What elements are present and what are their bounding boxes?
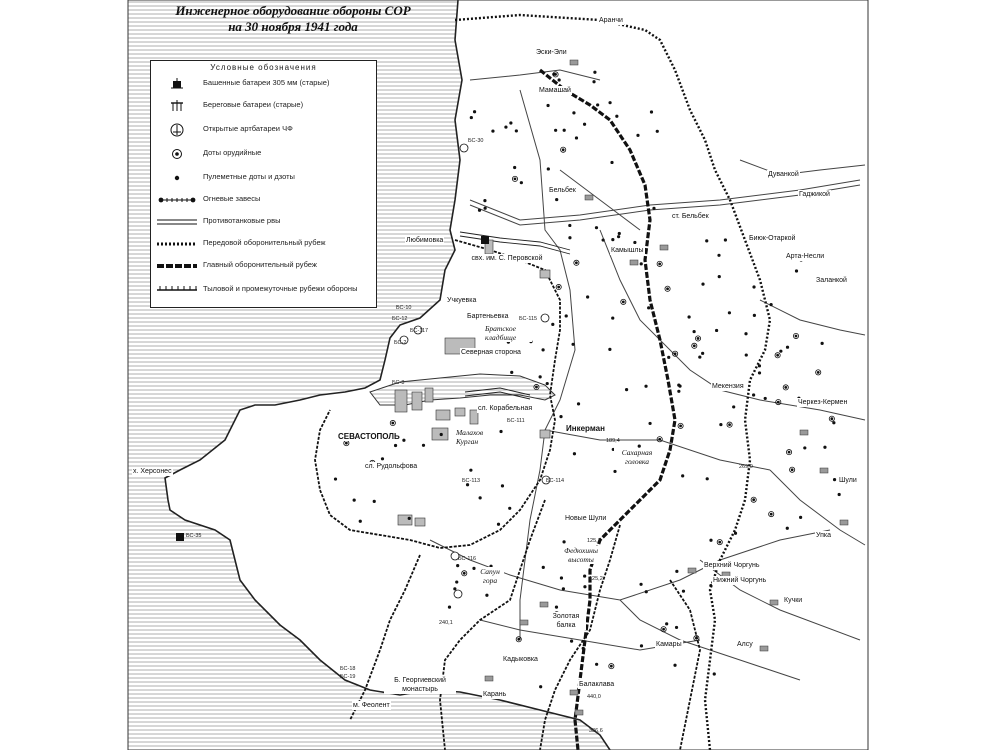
mg-pillbox-mark: [568, 224, 571, 227]
mg-pillbox-mark: [648, 422, 651, 425]
mg-pillbox-mark: [448, 606, 451, 609]
battery-label: БС-114: [546, 478, 565, 484]
village-mark: [770, 600, 778, 605]
mg-pillbox-mark: [667, 356, 670, 359]
mg-pillbox-mark: [565, 314, 568, 317]
mg-pillbox-mark: [803, 446, 806, 449]
mg-pillbox-mark: [678, 385, 681, 388]
mg-pillbox-mark: [515, 129, 518, 132]
mg-pillbox-mark: [795, 269, 798, 272]
mg-pillbox-mark: [779, 350, 782, 353]
mg-pillbox-mark: [520, 181, 523, 184]
mg-pillbox-mark: [513, 166, 516, 169]
gun-pillbox-core: [562, 149, 564, 151]
mg-pillbox-mark: [838, 493, 841, 496]
gun-pillbox-core: [795, 335, 797, 337]
gun-pillbox-core: [785, 386, 787, 388]
mg-pillbox-mark: [709, 539, 712, 542]
gun-pillbox-core: [659, 263, 661, 265]
village-mark: [570, 60, 578, 65]
open-battery-mark: [460, 144, 468, 152]
legend-item-main-line: [157, 257, 372, 275]
place-label: Новые Шули: [565, 515, 607, 522]
mg-pillbox-mark: [681, 474, 684, 477]
gun-pillbox-core: [791, 469, 793, 471]
legend-label: Противотанковые рвы: [203, 216, 281, 225]
place-label: Малахов Курган: [455, 428, 493, 446]
mg-pillbox-mark: [469, 469, 472, 472]
mg-pillbox-mark: [483, 199, 486, 202]
place-label: Верхний Чоргунь: [704, 562, 760, 569]
place-label: Сапун гора: [476, 567, 504, 585]
mg-pillbox-mark: [359, 520, 362, 523]
mg-pillbox-mark: [558, 78, 561, 81]
gun-pillbox-core: [729, 424, 731, 426]
mg-pillbox-mark: [568, 236, 571, 239]
battery-label: БС-19: [340, 674, 356, 680]
mg-pillbox-mark: [744, 332, 747, 335]
rear-line-icon: [157, 281, 197, 299]
gun-pillbox-core: [518, 638, 520, 640]
mg-pillbox-mark: [675, 570, 678, 573]
legend-label: Огневые завесы: [203, 194, 261, 203]
mg-pillbox-mark: [484, 207, 487, 210]
village-mark: [485, 676, 493, 681]
village-mark: [800, 430, 808, 435]
mg-pillbox-mark: [717, 254, 720, 257]
mg-pillbox-mark: [753, 314, 756, 317]
place-label: Гаджикой: [799, 191, 830, 198]
mg-pillbox-mark: [555, 606, 558, 609]
legend-label: Тыловой и промежуточные рубежи обороны: [203, 284, 358, 293]
mg-pillbox-mark: [656, 130, 659, 133]
mg-pillbox-mark: [547, 167, 550, 170]
village-mark: [540, 602, 548, 607]
mg-pillbox-mark: [706, 477, 709, 480]
gun-pillbox-core: [663, 628, 665, 630]
place-label: Камары: [656, 641, 682, 648]
mg-pillbox-mark: [501, 484, 504, 487]
battery-label: БС-10: [396, 305, 412, 311]
mg-pillbox-mark: [497, 523, 500, 526]
elevation-label: 240,1: [439, 620, 453, 626]
mg-pillbox-mark: [485, 594, 488, 597]
place-label: Мамашай: [539, 87, 571, 94]
legend-label: Доты орудийные: [203, 148, 262, 157]
battery-label: БС-8: [392, 380, 405, 386]
legend-item-forward-line: [157, 235, 372, 253]
mg-pillbox-mark: [618, 232, 621, 235]
place-label: Биюк-Отаркой: [749, 235, 796, 242]
gun-pillbox-core: [770, 513, 772, 515]
mg-pillbox-mark: [764, 397, 767, 400]
mg-pillbox-mark: [583, 123, 586, 126]
gun-pillbox-core: [817, 371, 819, 373]
mg-pillbox-mark: [394, 444, 397, 447]
mg-pillbox-mark: [719, 423, 722, 426]
mg-pillbox-mark: [551, 323, 554, 326]
village-mark: [520, 620, 528, 625]
gun-pillbox-core: [693, 345, 695, 347]
elevation-label: 125,7: [587, 538, 601, 544]
forward-line-icon: [157, 235, 197, 253]
place-label: сл. Корабельная: [478, 405, 533, 412]
mg-pillbox-mark: [724, 238, 727, 241]
mg-pillbox-mark: [639, 583, 642, 586]
mg-pillbox-mark: [539, 375, 542, 378]
mg-pillbox-mark: [799, 516, 802, 519]
elevation-label: 189,4: [606, 438, 620, 444]
village-mark: [760, 646, 768, 651]
place-label: Камышлы: [611, 247, 644, 254]
mg-pillbox-mark: [455, 580, 458, 583]
mg-pillbox-mark: [508, 507, 511, 510]
mg-pillbox-mark: [541, 348, 544, 351]
mg-pillbox-mark: [546, 104, 549, 107]
mg-pillbox-mark: [613, 470, 616, 473]
mg-pillbox-mark: [470, 116, 473, 119]
mg-pillbox-mark: [645, 590, 648, 593]
mg-pillbox-mark: [823, 446, 826, 449]
mg-pillbox-mark: [617, 235, 620, 238]
gun-pillbox-core: [622, 301, 624, 303]
mg-pillbox-mark: [734, 532, 737, 535]
battery-label: БС-116: [458, 556, 477, 562]
mg-pillbox-mark: [583, 585, 586, 588]
battery-label: БС-115: [519, 316, 538, 322]
legend-label: Башенные батареи 305 мм (старые): [203, 78, 330, 87]
gun-pillbox-core: [777, 354, 779, 356]
place-label: Сахарная головка: [614, 448, 660, 466]
legend-item-base-battery: [157, 75, 372, 93]
mg-pillbox-mark: [665, 622, 668, 625]
gun-pillbox-core: [680, 425, 682, 427]
village-mark: [820, 468, 828, 473]
legend-item-fire-barrier: [157, 191, 372, 209]
mg-pillbox-mark: [491, 129, 494, 132]
mg-pillbox-mark: [715, 329, 718, 332]
gun-pillbox-core: [555, 73, 557, 75]
place-label: Любимовка: [406, 237, 444, 244]
place-label: Бельбек: [549, 187, 576, 194]
mg-pillbox-mark: [408, 517, 411, 520]
place-label: Шули: [839, 477, 857, 484]
mg-pillbox-mark: [636, 134, 639, 137]
battery-label: БС-117: [410, 328, 429, 334]
place-label: Инкерман: [566, 424, 605, 433]
place-label: Упка: [816, 532, 832, 539]
place-label: Кадыковка: [503, 656, 538, 663]
mg-pillbox-mark: [677, 390, 680, 393]
mg-pillbox-mark: [608, 348, 611, 351]
gun-pillbox-core: [392, 422, 394, 424]
mg-pillbox-mark: [705, 239, 708, 242]
battery-label: БС-35: [186, 533, 202, 539]
mg-pillbox-mark: [615, 115, 618, 118]
mg-pillbox-mark: [833, 478, 836, 481]
gun-pillbox-core: [695, 637, 697, 639]
legend-header: Условные обозначения: [210, 63, 317, 72]
mg-pillbox-mark: [687, 315, 690, 318]
mg-pillbox-mark: [602, 238, 605, 241]
mg-pillbox-mark: [577, 402, 580, 405]
village-mark: [840, 520, 848, 525]
mg-pillbox-mark: [821, 342, 824, 345]
open-battery-mark: [541, 314, 549, 322]
place-label: Дуванкой: [768, 171, 799, 178]
mg-pillbox-mark: [608, 101, 611, 104]
mg-pillbox-mark: [650, 110, 653, 113]
village-mark: [630, 260, 638, 265]
mg-pillbox-mark: [752, 285, 755, 288]
mg-pillbox-mark: [625, 388, 628, 391]
mg-pillbox-mark: [572, 111, 575, 114]
place-label: Алсу: [737, 641, 753, 648]
elevation-label: 386,6: [589, 728, 603, 734]
place-label: х. Херсонес: [133, 468, 172, 475]
mg-pillbox-mark: [583, 574, 586, 577]
open-battery-mark: [454, 590, 462, 598]
legend-item-gun-pillbox: [157, 145, 372, 163]
mg-pillbox-mark: [592, 80, 595, 83]
gun-pillbox-icon: [157, 145, 197, 163]
mg-pillbox-mark: [546, 382, 549, 385]
place-label: Нижний Чоргунь: [713, 577, 767, 584]
open-battery-icon: [157, 121, 197, 139]
legend-item-antitank-ditch: [157, 213, 372, 231]
mg-pillbox-mark: [479, 496, 482, 499]
mg-pillbox-mark: [652, 207, 655, 210]
mg-pillbox-mark: [563, 129, 566, 132]
elevation-label: 440,0: [587, 694, 601, 700]
place-label: м. Феолент: [353, 702, 390, 709]
mg-pillbox-mark: [758, 364, 761, 367]
gun-pillbox-core: [753, 499, 755, 501]
legend-label: Передовой оборонительный рубеж: [203, 238, 326, 247]
mg-pillbox-mark: [575, 136, 578, 139]
mg-pillbox-mark: [718, 275, 721, 278]
mg-pillbox-mark: [559, 415, 562, 418]
place-label: Учкуевка: [447, 297, 477, 304]
mg-pillbox-mark: [554, 129, 557, 132]
village-mark: [688, 568, 696, 573]
mg-pillbox-mark: [682, 590, 685, 593]
legend-label: Береговые батареи (старые): [203, 100, 304, 109]
mg-pillbox-mark: [595, 663, 598, 666]
battery-label: БС-111: [507, 418, 525, 424]
battery-label: БС-2: [394, 340, 407, 346]
mg-pillbox-mark: [752, 393, 755, 396]
mg-pillbox-mark: [509, 121, 512, 124]
mg-pillbox-mark: [640, 644, 643, 647]
mg-pillbox-mark: [560, 576, 563, 579]
mg-pillbox-mark: [595, 226, 598, 229]
legend-label: Открытые артбатареи ЧФ: [203, 124, 293, 133]
gun-pillbox-core: [667, 288, 669, 290]
mg-pillbox-mark: [832, 421, 835, 424]
legend-item-coastal-battery: [157, 97, 372, 115]
battery-label: БС-113: [462, 478, 481, 484]
mg-pillbox-mark: [593, 71, 596, 74]
mg-pillbox-mark: [334, 477, 337, 480]
mg-pillbox-mark: [353, 499, 356, 502]
mg-pillbox-mark: [570, 640, 573, 643]
main-line-icon: [157, 257, 197, 275]
gun-pillbox-core: [719, 541, 721, 543]
gun-pillbox-core: [831, 418, 833, 420]
gun-pillbox-core: [659, 438, 661, 440]
mg-pillbox-mark: [611, 316, 614, 319]
mg-pillbox-mark: [728, 311, 731, 314]
fire-barrier-icon: [157, 191, 197, 209]
gun-pillbox-core: [558, 286, 560, 288]
village-mark: [660, 245, 668, 250]
map-title-line2: на 30 ноября 1941 года: [228, 19, 358, 34]
legend-item-rear-line: [157, 281, 372, 299]
mg-pillbox-mark: [786, 527, 789, 530]
mg-pillbox-mark: [698, 355, 701, 358]
coastal-battery-icon: [157, 97, 197, 115]
map-title: [128, 3, 458, 35]
place-label: СЕВАСТОПОЛЬ: [338, 432, 400, 441]
gun-pillbox-core: [345, 442, 347, 444]
place-label: Федюхины высоты: [557, 546, 605, 564]
gun-pillbox-core: [514, 178, 516, 180]
place-label: Б. Георгиевский монастырь: [384, 676, 456, 694]
gun-pillbox-core: [697, 337, 699, 339]
gun-pillbox-core: [674, 353, 676, 355]
mg-pillbox-mark: [456, 564, 459, 567]
antitank-ditch-icon: [157, 213, 197, 231]
mg-pillbox-mark: [473, 110, 476, 113]
place-label: свх. им. С. Перовской: [471, 255, 543, 262]
place-label: Карань: [483, 691, 507, 698]
mg-pillbox-mark: [786, 346, 789, 349]
place-label: ст. Бельбек: [672, 213, 709, 220]
place-label: Аранчи: [599, 17, 623, 24]
legend-label: Пулеметные доты и дзоты: [203, 172, 295, 181]
mg-pillbox-mark: [381, 457, 384, 460]
legend-label: Главный оборонительный рубеж: [203, 260, 317, 269]
mg-pillbox-mark: [504, 125, 507, 128]
mg-pillbox-mark: [673, 664, 676, 667]
mg-pillbox-mark: [640, 262, 643, 265]
gun-pillbox-core: [777, 401, 779, 403]
mg-pillbox-mark: [539, 685, 542, 688]
mg-pillbox-mark: [402, 439, 405, 442]
gun-pillbox-core: [575, 262, 577, 264]
mg-pillbox-mark: [440, 433, 443, 436]
mg-pillbox-mark: [758, 371, 761, 374]
map-title-line1: Инженерное оборудование обороны СОР: [175, 3, 411, 18]
mg-pillbox-mark: [745, 353, 748, 356]
base-battery-icon: [157, 75, 197, 93]
mg-pillbox-mark: [453, 587, 456, 590]
mg-pillbox-mark: [586, 295, 589, 298]
mg-pillbox-mark: [478, 209, 481, 212]
place-label: Заланкой: [816, 277, 847, 284]
mg-pillbox-mark: [644, 385, 647, 388]
legend-item-mg-pillbox: [157, 169, 372, 187]
mg-pillbox-mark: [373, 500, 376, 503]
place-label: сл. Рудольфова: [365, 463, 418, 470]
mg-pillbox-mark: [647, 306, 650, 309]
mg-pillbox-mark: [422, 444, 425, 447]
mg-pillbox-mark: [573, 452, 576, 455]
mg-pillbox-mark: [675, 626, 678, 629]
mg-pillbox-mark: [701, 283, 704, 286]
mg-pillbox-mark: [701, 352, 704, 355]
place-label: Балаклава: [579, 681, 615, 688]
battery-label: БС-18: [340, 666, 356, 672]
mg-pillbox-mark: [610, 161, 613, 164]
mg-pillbox-mark: [555, 198, 558, 201]
battery-label: БС-30: [468, 138, 484, 144]
place-label: Золотая балка: [546, 612, 586, 630]
mg-pillbox-mark: [732, 405, 735, 408]
battery-label: БС-12: [392, 316, 408, 322]
mg-pillbox-mark: [633, 241, 636, 244]
place-label: Эски-Эли: [536, 49, 567, 56]
mg-pillbox-mark: [562, 587, 565, 590]
gun-pillbox-core: [610, 665, 612, 667]
legend-item-open-battery: [157, 121, 372, 139]
place-label: Мекензия: [712, 383, 744, 390]
mg-pillbox-mark: [542, 566, 545, 569]
place-label: Черкез-Кермен: [798, 399, 848, 406]
mg-pillbox-mark: [582, 647, 585, 650]
elevation-label: 125,2: [589, 576, 603, 582]
place-label: Северная сторона: [461, 349, 521, 356]
elevation-label: 269,0: [739, 464, 753, 470]
mg-pillbox-mark: [713, 672, 716, 675]
village-mark: [585, 195, 593, 200]
gun-pillbox-core: [788, 451, 790, 453]
mg-pillbox-mark: [596, 103, 599, 106]
mg-pillbox-mark: [693, 330, 696, 333]
mg-pillbox-icon: [157, 169, 197, 187]
place-label: Арта-Несли: [786, 253, 825, 260]
mg-pillbox-mark: [611, 238, 614, 241]
map-legend: [150, 60, 377, 308]
gun-pillbox-core: [463, 572, 465, 574]
mg-pillbox-mark: [499, 430, 502, 433]
mg-pillbox-mark: [571, 343, 574, 346]
village-mark: [575, 710, 583, 715]
place-label: Кучки: [784, 597, 803, 604]
mg-pillbox-mark: [770, 303, 773, 306]
mg-pillbox-mark: [562, 540, 565, 543]
village-mark: [570, 690, 578, 695]
mg-pillbox-mark: [510, 371, 513, 374]
gun-pillbox-core: [535, 386, 537, 388]
place-label: Бартеньевка: [467, 313, 509, 320]
place-label: Братское кладбище: [484, 324, 532, 342]
